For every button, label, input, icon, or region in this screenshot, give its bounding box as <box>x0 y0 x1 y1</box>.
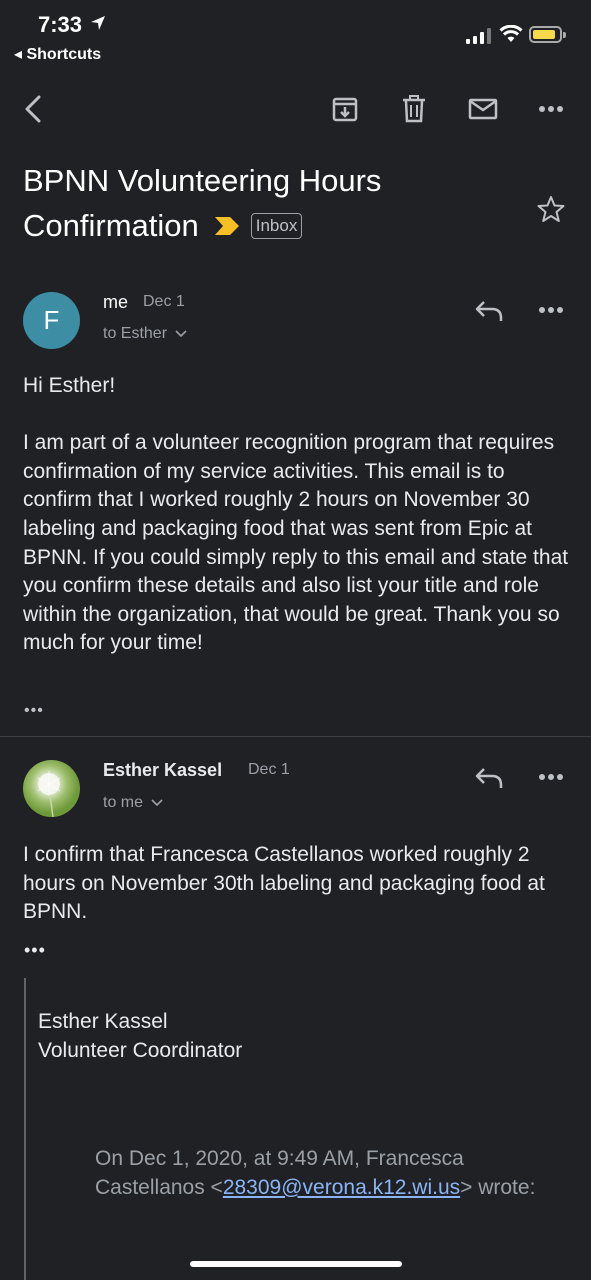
avatar: F <box>23 292 80 349</box>
subject-line-1: BPNN Volunteering Hours <box>23 163 382 198</box>
status-bar <box>0 0 591 70</box>
show-trimmed-content-button[interactable]: ••• <box>24 702 44 719</box>
avatar <box>23 760 80 817</box>
message-more-icon[interactable] <box>538 773 564 781</box>
message-date: Dec 1 <box>248 761 290 778</box>
reply-icon[interactable] <box>474 299 504 323</box>
home-indicator[interactable] <box>190 1261 402 1267</box>
important-marker-icon[interactable] <box>215 217 239 235</box>
battery-icon <box>529 26 562 43</box>
message-header-2[interactable] <box>0 758 591 828</box>
signature-name: Esther Kassel <box>38 1010 168 1033</box>
reply-icon[interactable] <box>474 766 504 790</box>
recipient-line[interactable] <box>103 794 163 812</box>
quote-bar <box>24 978 26 1280</box>
message-toolbar <box>0 85 591 135</box>
quoted-email-link[interactable]: 28309@verona.k12.wi.us <box>222 1175 461 1199</box>
recipient-text: to me <box>103 794 144 811</box>
message-body-2 <box>23 841 553 927</box>
quoted-attribution <box>95 1145 555 1202</box>
body-paragraph: I am part of a volunteer recognition program that requires confirmation of my service activities. This email is to confirm that I worked roughly 2 hours on November 30 labeling and packaging food that was sent from Epic at BPNN. If you could simply reply to this email and state that you confirm these details and also list your title and role within the organization, that would be great. Thank you so much for your time! <box>23 431 569 655</box>
signature-title: Volunteer Coordinator <box>38 1038 243 1062</box>
message-body-1 <box>23 372 571 658</box>
signature <box>38 1008 242 1065</box>
inbox-label-badge[interactable]: Inbox <box>251 213 303 239</box>
back-to-shortcuts-link[interactable]: ◂ Shortcuts <box>14 46 102 63</box>
message-header-1[interactable] <box>0 290 591 360</box>
status-time: 7:33 <box>38 12 83 37</box>
star-icon[interactable] <box>536 195 566 223</box>
sender-name: Esther Kassel <box>103 760 223 780</box>
email-subject <box>23 158 523 248</box>
location-arrow-icon <box>90 15 106 31</box>
back-arrow-icon[interactable] <box>18 94 48 124</box>
message-divider <box>0 736 591 737</box>
show-trimmed-content-button[interactable]: ••• <box>24 940 46 960</box>
trash-icon[interactable] <box>399 94 429 124</box>
subject-line-2: Confirmation <box>23 208 199 243</box>
recipient-text: to Esther <box>103 325 168 342</box>
wifi-icon <box>499 25 523 43</box>
recipient-line[interactable] <box>103 325 187 343</box>
greeting-text: Hi Esther! <box>23 374 116 397</box>
chevron-down-icon <box>175 330 187 338</box>
chevron-down-icon <box>151 799 163 807</box>
quoted-suffix: > wrote: <box>460 1175 536 1199</box>
archive-icon[interactable] <box>330 94 360 124</box>
sender-name: me <box>103 292 129 312</box>
mark-unread-icon[interactable] <box>466 94 500 124</box>
body-paragraph: I confirm that Francesca Castellanos worked roughly 2 hours on November 30th labeling and packaging food at BPNN. <box>23 843 545 924</box>
quoted-prefix: On Dec 1, 2020, at 9:49 AM, Francesca Castellanos < <box>95 1147 464 1199</box>
more-options-icon[interactable] <box>536 94 566 124</box>
cellular-signal-icon <box>466 28 492 44</box>
dandelion-photo-icon <box>23 760 80 817</box>
message-more-icon[interactable] <box>538 306 564 314</box>
message-date: Dec 1 <box>143 293 185 310</box>
